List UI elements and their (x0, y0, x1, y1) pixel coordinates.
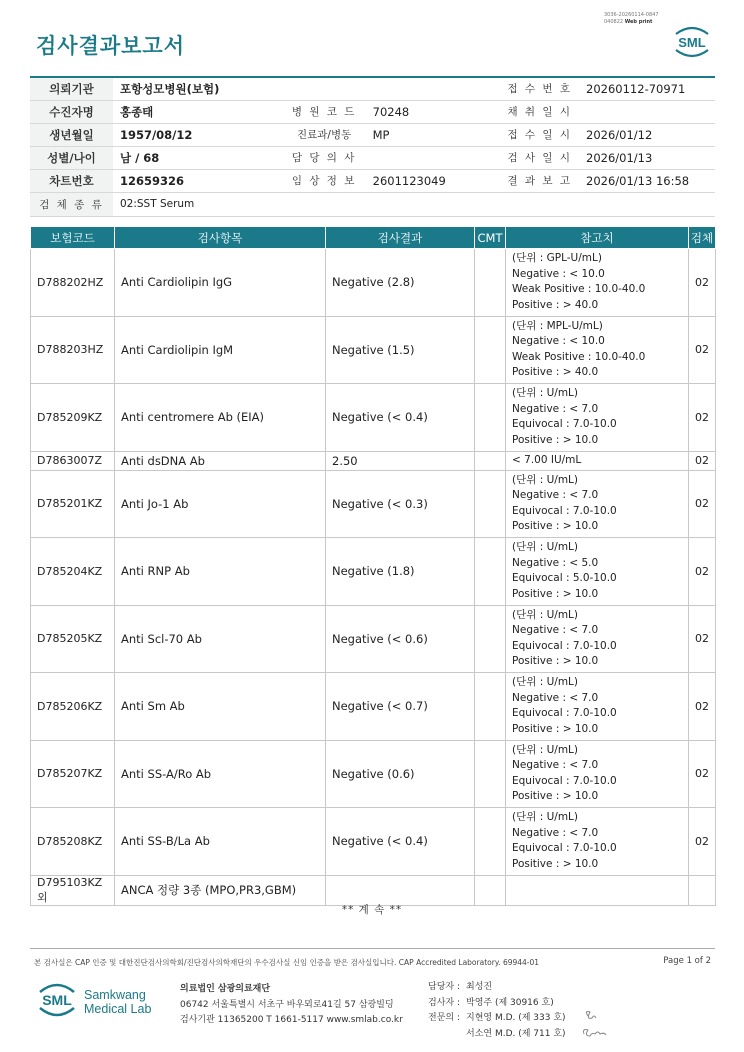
staff-row (428, 980, 566, 996)
result-row (31, 538, 716, 606)
logo-name-line2: Medical Lab (84, 1002, 152, 1016)
reference-line: Positive : > 10.0 (512, 722, 599, 735)
result-value: Negative (< 0.7) (326, 673, 475, 741)
result-cmt (475, 316, 506, 384)
result-cmt (475, 451, 506, 470)
reference-line: Weak Positive : 10.0-40.0 (512, 350, 646, 363)
results-header-row (31, 227, 716, 249)
result-item: Anti Cardiolipin IgM (115, 316, 326, 384)
web-print-label: Web print (624, 18, 653, 25)
reference-line: Equivocal : 7.0-10.0 (512, 842, 617, 855)
result-value: Negative (< 0.6) (326, 605, 475, 673)
result-value: Negative (< 0.3) (326, 470, 475, 538)
result-item: Anti Scl-70 Ab (115, 605, 326, 673)
result-reference (506, 451, 689, 470)
reference-line: (단위 : U/mL) (512, 473, 578, 486)
result-code: D7863007Z (31, 451, 115, 470)
staff-row (428, 996, 566, 1012)
result-reference (506, 740, 689, 808)
footer-divider (30, 948, 715, 949)
reference-line: Positive : > 40.0 (512, 298, 599, 311)
reference-line: (단위 : U/mL) (512, 541, 578, 554)
header-result: 검사결과 (326, 227, 475, 249)
info-row (30, 100, 715, 123)
result-specimen: 02 (689, 316, 716, 384)
result-value: 2.50 (326, 451, 475, 470)
info-value: 홍종태 (113, 100, 283, 123)
reference-line: (단위 : U/mL) (512, 743, 578, 756)
info-row (30, 146, 715, 169)
info-value: 남 / 68 (113, 146, 283, 169)
result-cmt (475, 605, 506, 673)
header-item: 검사항목 (115, 227, 326, 249)
reference-line: Equivocal : 7.0-10.0 (512, 774, 617, 787)
result-code: D785209KZ (31, 384, 115, 452)
org-name: 의료법인 삼광의료재단 (180, 984, 271, 994)
result-specimen: 02 (689, 451, 716, 470)
reference-line: Equivocal : 7.0-10.0 (512, 504, 617, 517)
staff-role: 검사자 : (428, 997, 460, 1008)
result-cmt (475, 538, 506, 606)
staff-role: 전문의 : (428, 1013, 460, 1023)
result-cmt (475, 470, 506, 538)
result-item: Anti Jo-1 Ab (115, 470, 326, 538)
reference-line: (단위 : MPL-U/mL) (512, 319, 603, 332)
staff-name: 박영주 (제 30916 호) (466, 997, 554, 1008)
result-specimen (689, 875, 716, 905)
result-code: D788202HZ (31, 249, 115, 317)
reference-line: Negative : < 10.0 (512, 335, 605, 348)
info-label: 담 당 의 사 (283, 146, 366, 169)
result-value: Negative (1.5) (326, 316, 475, 384)
reference-line: Negative : < 7.0 (512, 826, 599, 839)
result-specimen: 02 (689, 538, 716, 606)
info-label: 결 과 보 고 (500, 169, 579, 192)
result-item: Anti SS-A/Ro Ab (115, 740, 326, 808)
info-label: 차트번호 (30, 169, 113, 192)
sml-logo-text: SML (678, 35, 706, 50)
logo-name-line1: Samkwang (84, 988, 146, 1002)
info-value: 20260112-70971 (579, 77, 715, 100)
info-value: 2601123049 (366, 169, 501, 192)
result-row (31, 808, 716, 876)
reference-line: Negative : < 10.0 (512, 267, 605, 280)
reference-line: (단위 : GPL-U/mL) (512, 252, 602, 265)
reference-line: (단위 : U/mL) (512, 811, 578, 824)
result-code: D795103KZ외 (31, 875, 115, 905)
result-value: Negative (< 0.4) (326, 808, 475, 876)
info-value: 2026/01/13 (579, 146, 715, 169)
result-value: Negative (1.8) (326, 538, 475, 606)
reference-line: (단위 : U/mL) (512, 676, 578, 689)
result-code: D785207KZ (31, 740, 115, 808)
result-item: Anti Cardiolipin IgG (115, 249, 326, 317)
result-item: Anti SS-B/La Ab (115, 808, 326, 876)
page-number: Page 1 of 2 (663, 956, 711, 966)
info-value (366, 146, 501, 169)
result-code: D785205KZ (31, 605, 115, 673)
reference-line: Positive : > 10.0 (512, 655, 599, 668)
result-cmt (475, 875, 506, 905)
samkwang-logo-mark: SML (42, 992, 72, 1008)
result-cmt (475, 740, 506, 808)
staff-role (428, 1027, 466, 1043)
reference-line: Negative : < 7.0 (512, 624, 599, 637)
header-reference: 참고치 (506, 227, 689, 249)
reference-line: Negative : < 7.0 (512, 691, 599, 704)
result-reference (506, 808, 689, 876)
result-value (326, 875, 475, 905)
result-specimen: 02 (689, 470, 716, 538)
continued-label: ** 계 속 ** (341, 904, 403, 916)
result-code: D785208KZ (31, 808, 115, 876)
result-item: Anti Sm Ab (115, 673, 326, 741)
info-row (30, 123, 715, 146)
result-reference (506, 249, 689, 317)
result-specimen: 02 (689, 673, 716, 741)
result-row (31, 605, 716, 673)
info-label: 병 원 코 드 (283, 100, 366, 123)
result-row (31, 384, 716, 452)
header-specimen: 검체 (689, 227, 716, 249)
reference-line: Equivocal : 7.0-10.0 (512, 639, 617, 652)
result-row (31, 875, 716, 905)
result-value: Negative (2.8) (326, 249, 475, 317)
samkwang-logo-name (84, 988, 151, 1016)
document-id-line1: 3036-20260114-0847 (604, 12, 659, 18)
staff-list (428, 980, 566, 1042)
header-cmt: CMT (475, 227, 506, 249)
result-cmt (475, 673, 506, 741)
info-label: 생년월일 (30, 123, 113, 146)
info-value: 1957/08/12 (113, 123, 283, 146)
info-row (30, 169, 715, 192)
reference-line: Equivocal : 7.0-10.0 (512, 418, 617, 431)
sml-logo-icon (670, 24, 714, 60)
info-value: 2026/01/13 16:58 (579, 169, 715, 192)
info-value: 2026/01/12 (579, 123, 715, 146)
info-value (579, 100, 715, 123)
result-specimen: 02 (689, 384, 716, 452)
staff-name: 서소연 M.D. (제 711 호) (466, 1028, 566, 1039)
staff-name: 최성진 (466, 982, 493, 992)
result-row (31, 673, 716, 741)
samkwang-logo-icon (36, 980, 78, 1020)
info-label: 성별/나이 (30, 146, 113, 169)
reference-line: Positive : > 10.0 (512, 857, 599, 870)
result-reference (506, 875, 689, 905)
info-label: 임 상 정 보 (283, 169, 366, 192)
reference-line: Equivocal : 5.0-10.0 (512, 572, 617, 585)
result-specimen: 02 (689, 740, 716, 808)
result-row (31, 249, 716, 317)
reference-line: Negative : < 7.0 (512, 402, 599, 415)
info-value: 70248 (366, 100, 501, 123)
document-id-line2: 040822 (604, 18, 624, 25)
org-contact: 검사기관 11365200 T 1661-5117 www.smlab.co.kr (180, 1015, 403, 1025)
result-reference (506, 316, 689, 384)
result-cmt (475, 384, 506, 452)
result-row (31, 451, 716, 470)
result-reference (506, 673, 689, 741)
reference-line: (단위 : U/mL) (512, 387, 578, 400)
info-label: 검 사 일 시 (500, 146, 579, 169)
reference-line: Negative : < 7.0 (512, 489, 599, 502)
result-item: Anti dsDNA Ab (115, 451, 326, 470)
result-reference (506, 384, 689, 452)
result-specimen: 02 (689, 605, 716, 673)
reference-line: Weak Positive : 10.0-40.0 (512, 283, 646, 296)
result-reference (506, 538, 689, 606)
result-value: Negative (< 0.4) (326, 384, 475, 452)
result-row (31, 740, 716, 808)
info-row (30, 192, 715, 216)
result-specimen: 02 (689, 249, 716, 317)
info-label: 접 수 일 시 (500, 123, 579, 146)
reference-line: Positive : > 10.0 (512, 520, 599, 533)
staff-row (428, 1027, 566, 1043)
result-reference (506, 605, 689, 673)
result-code: D785204KZ (31, 538, 115, 606)
reference-line: Positive : > 10.0 (512, 433, 599, 446)
result-specimen: 02 (689, 808, 716, 876)
reference-line: < 7.00 IU/mL (512, 453, 582, 466)
result-reference (506, 470, 689, 538)
result-item: ANCA 정량 3종 (MPO,PR3,GBM) (115, 875, 326, 905)
info-row (30, 77, 715, 100)
info-label: 채 취 일 시 (500, 100, 579, 123)
signature-icon (580, 1006, 612, 1042)
staff-name: 지현영 M.D. (제 333 호) (466, 1013, 566, 1023)
result-code: D788203HZ (31, 316, 115, 384)
info-value: 포항성모병원(보험) (113, 77, 500, 100)
staff-role: 담당자 : (428, 982, 460, 992)
reference-line: (단위 : U/mL) (512, 608, 578, 621)
page-title: 검사결과보고서 (36, 34, 186, 58)
result-code: D785206KZ (31, 673, 115, 741)
info-label: 수진자명 (30, 100, 113, 123)
reference-line: Negative : < 7.0 (512, 759, 599, 772)
info-label: 진료과/병동 (283, 123, 366, 146)
staff-row (428, 1011, 566, 1027)
info-label: 의뢰기관 (30, 77, 113, 100)
org-address: 06742 서울특별시 서초구 바우뫼로41길 57 삼광빌딩 (180, 999, 394, 1010)
result-cmt (475, 808, 506, 876)
info-value: 12659326 (113, 169, 283, 192)
result-cmt (475, 249, 506, 317)
reference-line: Negative : < 5.0 (512, 556, 599, 569)
reference-line: Equivocal : 7.0-10.0 (512, 707, 617, 720)
patient-info-table (30, 76, 715, 217)
info-label: 검 체 종 류 (30, 192, 113, 216)
info-label: 접 수 번 호 (500, 77, 579, 100)
results-table (30, 226, 716, 906)
reference-line: Positive : > 10.0 (512, 790, 599, 803)
result-row (31, 470, 716, 538)
result-row (31, 316, 716, 384)
header-code: 보험코드 (31, 227, 115, 249)
reference-line: Positive : > 40.0 (512, 366, 599, 379)
result-item: Anti RNP Ab (115, 538, 326, 606)
info-value: 02:SST Serum (113, 192, 715, 216)
result-code: D785201KZ (31, 470, 115, 538)
result-value: Negative (0.6) (326, 740, 475, 808)
reference-line: Positive : > 10.0 (512, 587, 599, 600)
info-value: MP (366, 123, 501, 146)
organization-info (180, 982, 403, 1029)
result-item: Anti centromere Ab (EIA) (115, 384, 326, 452)
accreditation-note: 본 검사실은 CAP 인증 및 대한진단검사의학회/진단검사의학재단의 우수검사실 신임 인증을 받은 검사실입니다. CAP Accredited Laboratory. 69944-01 (34, 958, 540, 967)
